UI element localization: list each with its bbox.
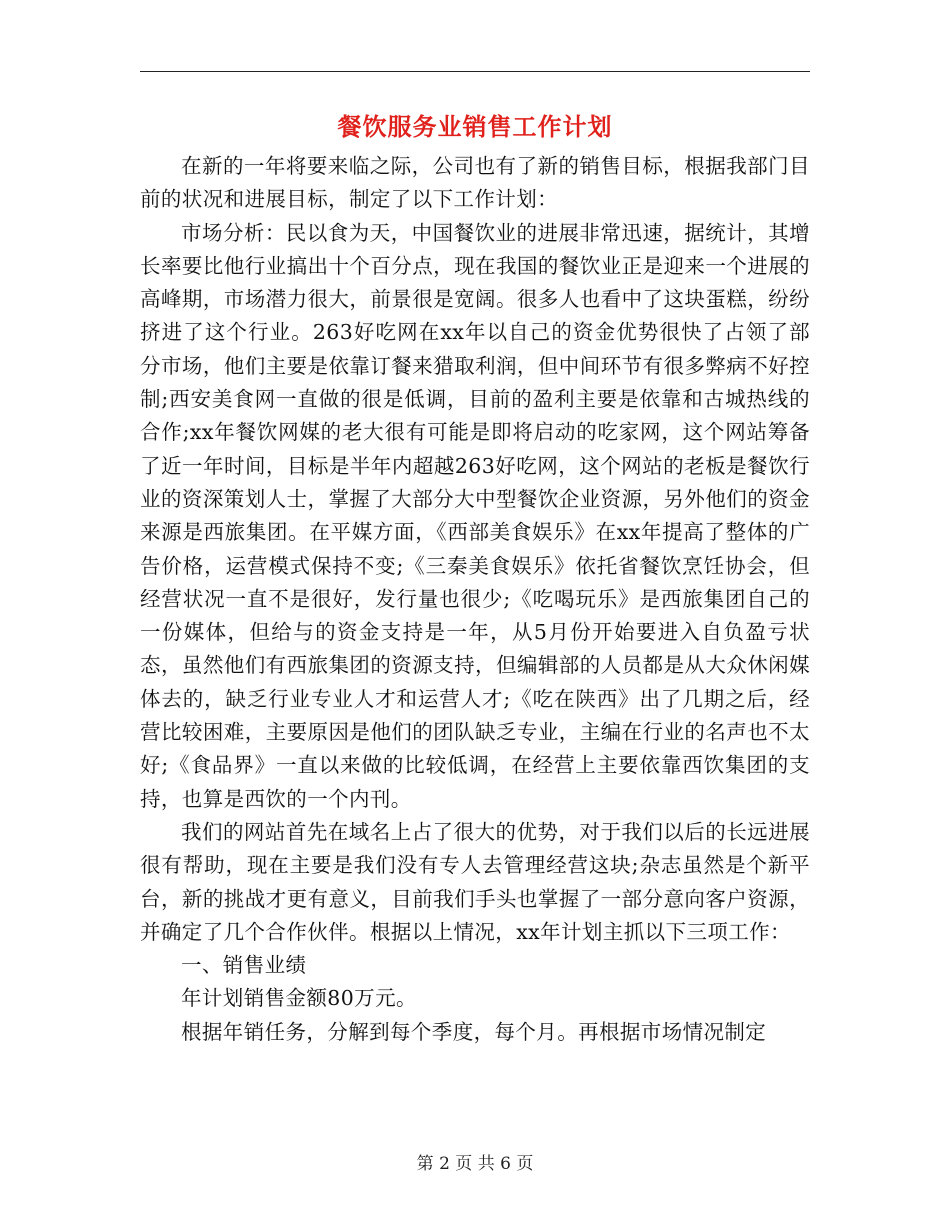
- header-rule: [140, 71, 810, 72]
- paragraph-market-analysis: 市场分析：民以食为天，中国餐饮业的进展非常迅速，据统计，其增长率要比他行业搞出十个百分点，现在我国的餐饮业正是迎来一个进展的高峰期，市场潜力很大，前景很是宽阔。很多人也看中了这块蛋糕，纷纷挤进了这个行业。263好吃网在xx年以自己的资金优势很快了占领了部分市场，他们主要是依靠订餐来猎取利润，但中间环节有很多弊病不好控制;西安美食网一直做的很是低调，目前的盈利主要是依靠和古城热线的合作;xx年餐饮网媒的老大很有可能是即将启动的吃家网，这个网站筹备了近一年时间，目标是半年内超越263好吃网，这个网站的老板是餐饮行业的资深策划人士，掌握了大部分大中型餐饮企业资源，另外他们的资金来源是西旅集团。在平媒方面，《西部美食娱乐》在xx年提高了整体的广告价格，运营模式保持不变;《三秦美食娱乐》依托省餐饮烹饪协会，但经营状况一直不是很好，发行量也很少;《吃喝玩乐》是西旅集团自己的一份媒体，但给与的资金支持是一年，从5月份开始要进入自负盈亏状态，虽然他们有西旅集团的资源支持，但编辑部的人员都是从大众休闲媒体去的，缺乏行业专业人才和运营人才;《吃在陕西》出了几期之后，经营比较困难，主要原因是他们的团队缺乏专业，主编在行业的名声也不太好;《食品界》一直以来做的比较低调，在经营上主要依靠西饮集团的支持，也算是西饮的一个内刊。: [140, 220, 810, 811]
- document-body: [140, 150, 810, 1049]
- section-heading-sales-performance: 一、销售业绩: [181, 953, 307, 978]
- page-number-label: 第 2 页 共 6 页: [416, 1154, 534, 1174]
- paragraph-annual-target: 年计划销售金额80万元。: [181, 986, 417, 1011]
- paragraph-intro: 在新的一年将要来临之际，公司也有了新的销售目标，根据我部门目前的状况和进展目标，制定了以下工作计划：: [140, 154, 810, 212]
- page-footer: [0, 1152, 950, 1176]
- paragraph-task-breakdown: 根据年销任务，分解到每个季度，每个月。再根据市场情况制定: [181, 1019, 767, 1044]
- document-title: 餐饮服务业销售工作计划: [337, 112, 613, 141]
- paragraph-website-advantage: 我们的网站首先在域名上占了很大的优势，对于我们以后的长远进展很有帮助，现在主要是我们没有专人去管理经营这块;杂志虽然是个新平台，新的挑战才更有意义，目前我们手头也掌握了一部分意向客户资源，并确定了几个合作伙伴。根据以上情况，xx年计划主抓以下三项工作：: [140, 819, 810, 944]
